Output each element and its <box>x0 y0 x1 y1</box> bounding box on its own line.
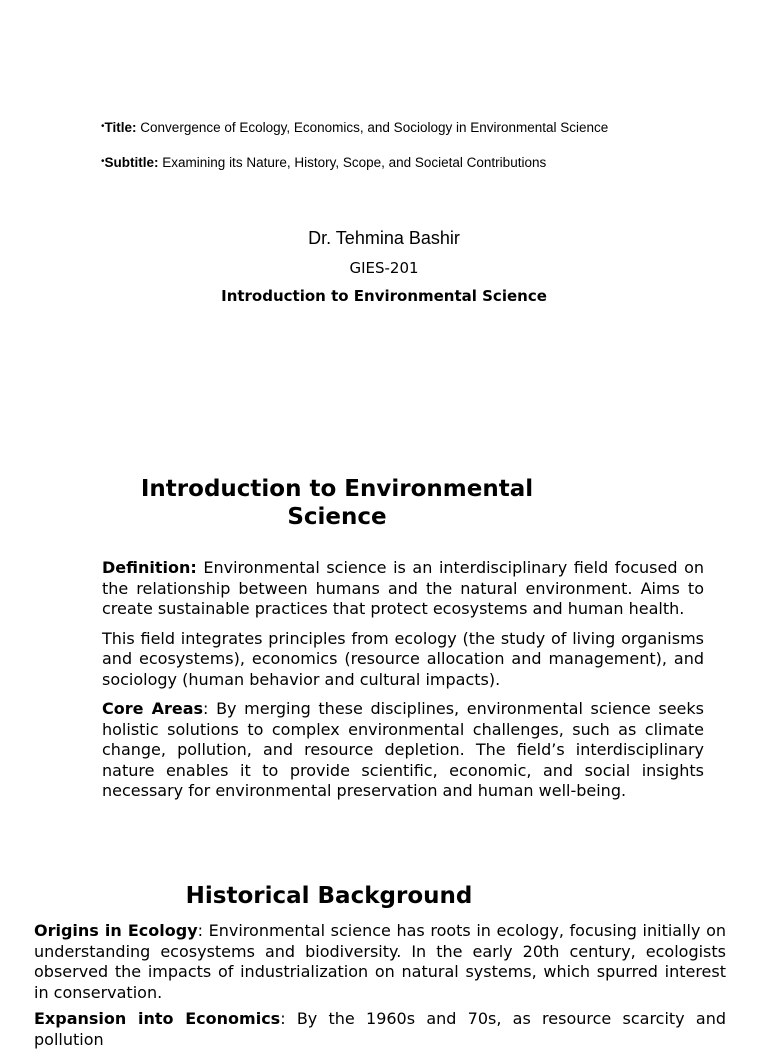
author-name: Dr. Tehmina Bashir <box>308 228 460 248</box>
subtitle-label: Subtitle: <box>104 155 159 170</box>
bullet-icon: • <box>101 156 105 167</box>
history-heading: Historical Background <box>185 883 473 909</box>
core-areas-label: Core Areas <box>102 699 204 718</box>
economics-paragraph <box>34 1009 726 1050</box>
intro-body <box>102 558 704 811</box>
history-body <box>34 921 726 1056</box>
core-areas-paragraph <box>102 699 704 802</box>
core-areas-text: : By merging these disciplines, environmental science seeks holistic solutions to complex environmental challenges, such as climate change, pollution, and resource depletion. The field’s interdisciplinary nature enables it to provide scientific, economic, and social insights necessary for environmental preservation and human well-being. <box>102 699 704 800</box>
ecology-text: : Environmental science has roots in ecology, focusing initially on understanding ecosystems and biodiversity. In the early 20th century, ecologists observed the impacts of industrialization on natural systems, which spurred interest in conservation. <box>34 921 726 1002</box>
definition-paragraph <box>102 558 704 620</box>
cover-subtitle-line <box>101 155 546 170</box>
course-name: Introduction to Environmental Science <box>221 287 547 305</box>
title-text: Convergence of Ecology, Economics, and Sociology in Environmental Science <box>140 120 609 135</box>
economics-text: : By the 1960s and 70s, as resource scarcity and pollution <box>34 1009 726 1049</box>
definition-text: Environmental science is an interdisciplinary field focused on the relationship between humans and the natural environment. Aims to create sustainable practices that protect ecosystems and human health. <box>102 558 704 618</box>
cover-title-line <box>101 120 608 135</box>
subtitle-text: Examining its Nature, History, Scope, and Societal Contributions <box>162 155 547 170</box>
ecology-label: Origins in Ecology <box>34 921 198 940</box>
course-code: GIES-201 <box>349 259 419 277</box>
intro-heading: Introduction to Environmental Science <box>140 476 534 530</box>
economics-label: Expansion into Economics <box>34 1009 281 1028</box>
definition-label: Definition: <box>102 558 197 577</box>
ecology-paragraph <box>34 921 726 1003</box>
integration-paragraph: This field integrates principles from ecology (the study of living organisms and ecosystems), economics (resource allocation and management), and sociology (human behavior and cultural impacts). <box>102 628 704 689</box>
title-label: Title: <box>104 120 137 135</box>
bullet-icon: • <box>101 121 105 132</box>
